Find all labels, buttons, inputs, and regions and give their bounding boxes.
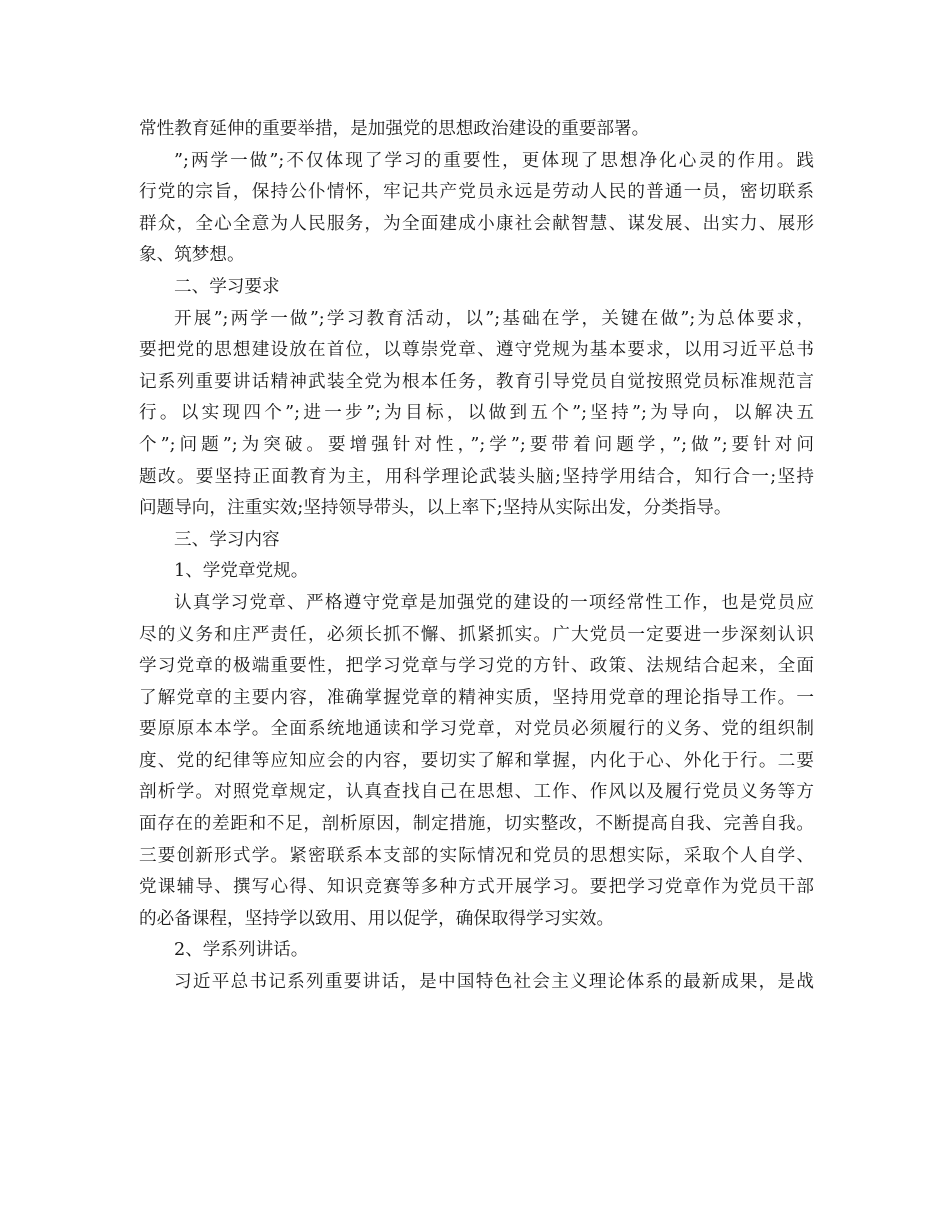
text-line: 记系列重要讲话精神武装全党为根本任务，教育引导党员自觉按照党员标准规范言 <box>139 371 814 392</box>
text-line: 度、党的纪律等应知应会的内容，要切实了解和掌握，内化于心、外化于行。二要 <box>139 750 814 771</box>
document-body <box>139 114 814 999</box>
text-line: 常性教育延伸的重要举措，是加强党的思想政治建设的重要部署。 <box>139 119 650 139</box>
text-line: 个”;问题”;为突破。要增强针对性，”;学”;要带着问题学，”;做”;要针对问 <box>139 434 814 455</box>
text-line: ”;两学一做”;不仅体现了学习的重要性，更体现了思想净化心灵的作用。践 <box>174 150 814 171</box>
text-line: 了解党章的主要内容，准确掌握党章的精神实质，坚持用党章的理论指导工作。一 <box>139 687 814 708</box>
text-line: 群众，全心全意为人民服务，为全面建成小康社会献智慧、谋发展、出实力、展形 <box>139 213 814 234</box>
text-line: 三要创新形式学。紧密联系本支部的实际情况和党员的思想实际，采取个人自学、 <box>139 845 814 866</box>
text-line: 面存在的差距和不足，剖析原因，制定措施，切实整改，不断提高自我、完善自我。 <box>139 814 814 835</box>
text-line: 行党的宗旨，保持公仆情怀，牢记共产党员永远是劳动人民的普通一员，密切联系 <box>139 182 814 203</box>
text-line: 剖析学。对照党章规定，认真查找自己在思想、工作、作风以及履行党员义务等方 <box>139 782 814 803</box>
text-line: 1、学党章党规。 <box>174 561 309 582</box>
text-line: 的必备课程，坚持学以致用、用以促学，确保取得学习实效。 <box>139 908 615 929</box>
text-line: 要原原本本学。全面系统地通读和学习党章，对党员必须履行的义务、党的组织制 <box>139 719 814 740</box>
text-line: 二、学习要求 <box>174 276 280 297</box>
text-line: 问题导向，注重实效;坚持领导带头，以上率下;坚持从实际出发，分类指导。 <box>139 498 732 519</box>
text-line: 三、学习内容 <box>174 529 280 550</box>
text-line: 党课辅导、撰写心得、知识竞赛等多种方式开展学习。要把学习党章作为党员干部 <box>139 877 814 898</box>
text-line: 要把党的思想建设放在首位，以尊崇党章、遵守党规为基本要求，以用习近平总书 <box>139 340 814 361</box>
text-line: 行。以实现四个”;进一步”;为目标，以做到五个”;坚持”;为导向，以解决五 <box>139 403 814 424</box>
text-line: 习近平总书记系列重要讲话，是中国特色社会主义理论体系的最新成果，是战 <box>174 972 814 993</box>
text-line: 题改。要坚持正面教育为主，用科学理论武装头脑;坚持学用结合，知行合一;坚持 <box>139 466 814 487</box>
text-line: 开展”;两学一做”;学习教育活动，以”;基础在学，关键在做”;为总体要求， <box>174 308 814 329</box>
text-line: 象、筑梦想。 <box>139 245 245 266</box>
text-line: 认真学习党章、严格遵守党章是加强党的建设的一项经常性工作，也是党员应 <box>174 592 814 613</box>
text-line: 尽的义务和庄严责任，必须长抓不懈、抓紧抓实。广大党员一定要进一步深刻认识 <box>139 624 814 645</box>
text-line: 学习党章的极端重要性，把学习党章与学习党的方针、政策、法规结合起来，全面 <box>139 656 814 677</box>
text-line: 2、学系列讲话。 <box>174 940 309 961</box>
